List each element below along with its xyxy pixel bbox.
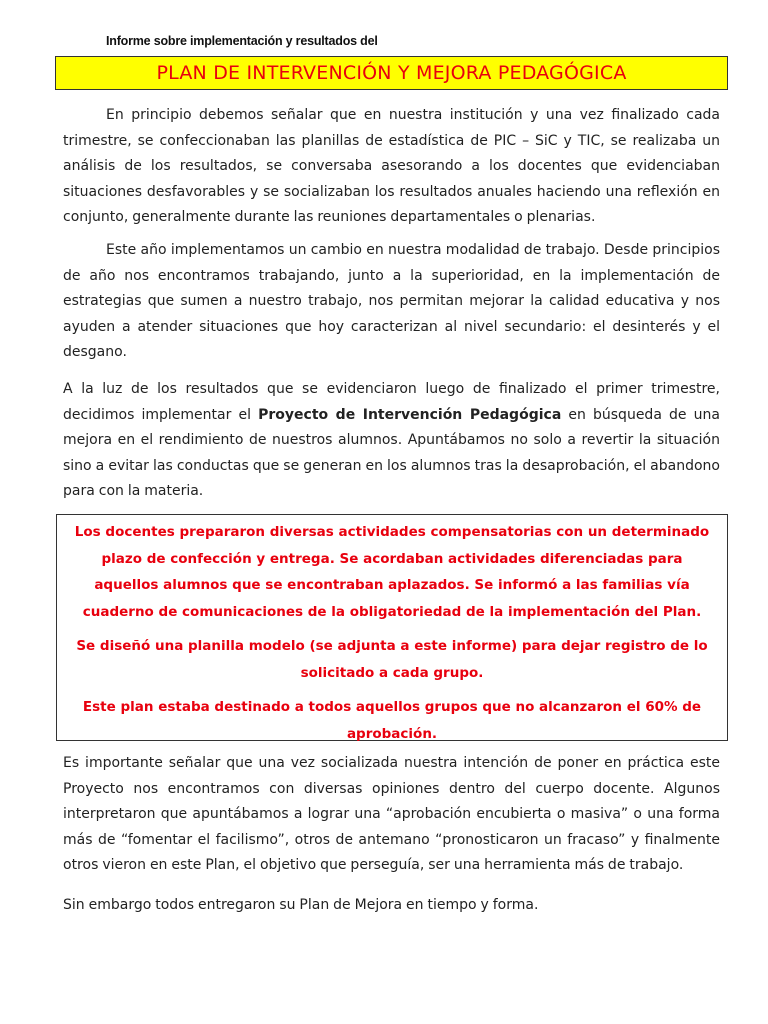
paragraph-project-start: A la luz de los resultados que se evidenciaron luego de finalizado el primer trimestre, decidimos implementar el: [63, 381, 720, 423]
highlight-paragraph-activities: Los docentes prepararon diversas actividades compensatorias con un determinado plazo de confección y entrega. Se acordaban actividades diferenciadas para aquellos alumnos que se encontraban aplazados. Se informó a las familias vía cuaderno de comunicaciones de la obligatoriedad de la implementación del Plan.: [74, 524, 710, 620]
highlight-paragraph-template: Se diseñó una planilla modelo (se adjunta a este informe) para dejar registro de lo solicitado a cada grupo.: [76, 638, 708, 681]
title-banner: [55, 56, 728, 90]
paragraph-opinions: Es importante señalar que una vez socializada nuestra intención de poner en práctica este Proyecto nos encontramos con diversas opiniones dentro del cuerpo docente. Algunos interpretaron que apuntábamos a lograr una “aprobación encubierta o masiva” o una forma más de “fomentar el facilismo”, otros de antemano “pronosticaron un fracaso” y finalmente otros vieron en este Plan, el objetivo que perseguía, ser una herramienta más de trabajo.: [63, 755, 720, 874]
paragraph-project-end: en búsqueda de una mejora en el rendimiento de nuestros alumnos. Apuntábamos no solo a revertir la situación sino a evitar las conductas que se generan en los alumnos tras la desaprobación, el abandono para con la materia.: [63, 406, 720, 500]
paragraph-conclusion: Sin embargo todos entregaron su Plan de Mejora en tiempo y forma.: [63, 897, 539, 913]
project-name-bold: Proyecto de Intervención Pedagógica: [258, 406, 562, 423]
paragraph-intro: En principio debemos señalar que en nuestra institución y una vez finalizado cada trimestre, se confeccionaban las planillas de estadística de PIC – SiC y TIC, se realizaba un análisis de los resultados, se conversaba asesorando a los docentes que evidenciaban situaciones desfavorables y se socializaban los resultados anuales haciendo una reflexión en conjunto, generalmente durante las reuniones departamentales o plenarias.: [63, 107, 720, 226]
paragraph-change: Este año implementamos un cambio en nuestra modalidad de trabajo. Desde principios de año nos encontramos trabajando, junto a la superioridad, en la implementación de estrategias que sumen a nuestro trabajo, nos permitan mejorar la calidad educativa y nos ayuden a atender situaciones que hoy caracterizan al nivel secundario: el desinterés y el desgano.: [63, 242, 720, 361]
paragraph-project: [63, 377, 720, 505]
report-header-label: Informe sobre implementación y resultados del: [106, 34, 378, 48]
document-title: PLAN DE INTERVENCIÓN Y MEJORA PEDAGÓGICA: [156, 62, 627, 84]
highlight-box: [56, 514, 728, 741]
highlight-paragraph-scope: Este plan estaba destinado a todos aquellos grupos que no alcanzaron el 60% de aprobación.: [82, 699, 702, 742]
